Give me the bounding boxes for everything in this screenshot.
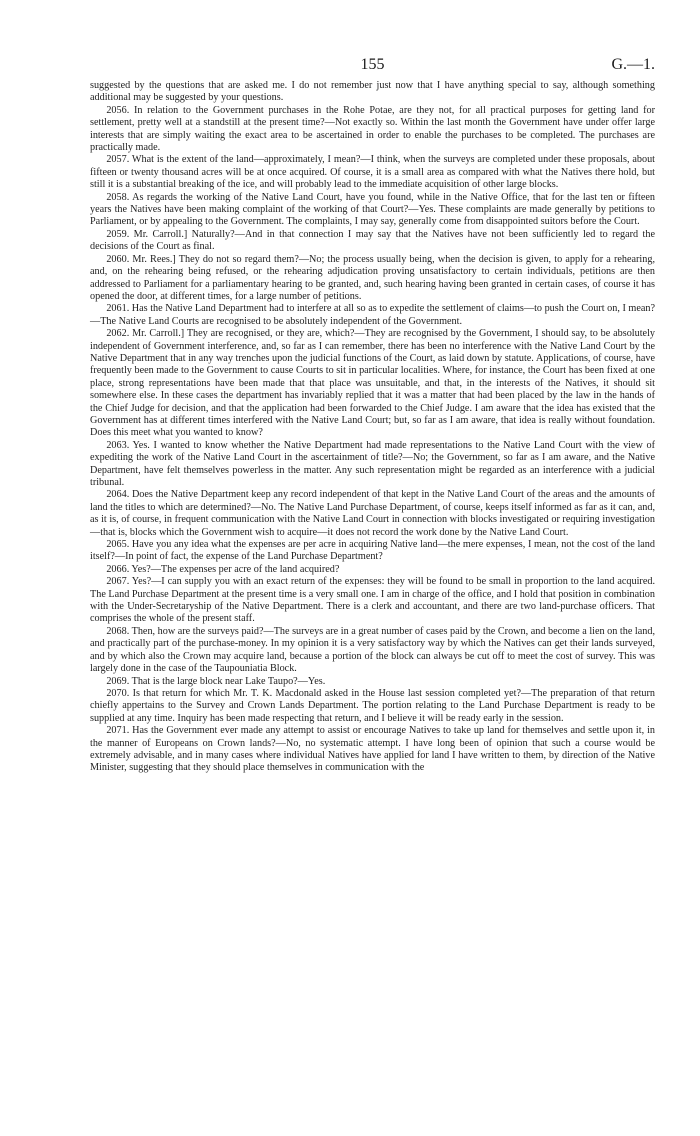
paragraph: 2067. Yes?—I can supply you with an exact return of the expenses: they will be found to be small in proportion to the land acquired. The Land Purchase Department at the present time is a very small one. I am in charge of the office, and I hold that position in combination with the Under-Secretaryship of the Native Department. There is a clerk and accountant, and there are two land-purchase officers. That comprises the whole of the present staff. — [90, 576, 655, 625]
paragraph: 2061. Has the Native Land Department had to interfere at all so as to expedite the settlement of claims—to push the Court on, I mean?—The Native Land Courts are recognised to be absolutely independent of the Government. — [90, 303, 655, 327]
paragraph: suggested by the questions that are asked me. I do not remember just now that I have anything special to say, although something additional may be suggested by your questions. — [90, 80, 655, 104]
paragraph: 2062. Mr. Carroll.] They are recognised, or they are, which?—They are recognised by the Government, I should say, to be absolutely independent of Government interference, and, so far as I can remember, there has been no interference with the Native Land Court by the Native Department that in any way trenches upon the judicial functions of the Court, as laid down by statute. Applications, of course, have frequently been made to the Government to cause Courts to sit in particular localities. Where, for instance, the Court has been fixed at one place, strong representations have been made that that place was unsuitable, and that, in the interests of the Natives, it should sit somewhere else. In these cases the department has invariably replied that it was a matter that had been placed by the law in the hands of the Chief Judge for decision, and that the application had been forwarded to the Chief Judge. I am aware that the idea has existed that the Government has at different times interfered with the Native Land Court; but, so far as I am aware, that idea is really without foundation. Does this meet what you wanted to know? — [90, 328, 655, 439]
page-header — [90, 56, 655, 78]
paragraph: 2064. Does the Native Department keep any record independent of that kept in the Native Land Court of the areas and the amounts of land the titles to which are determined?—No. The Native Land Purchase Department, of course, keeps itself informed as far as it can, and, as it is, of course, in frequent communication with the Native Land Court in connection with blocks investigated or requiring investigation—that is, blocks which the Government wish to acquire—it does not record the work done by the Native Land Court. — [90, 489, 655, 538]
page-number: 155 — [360, 56, 385, 73]
document-code: G.—1. — [611, 56, 655, 73]
paragraph: 2070. Is that return for which Mr. T. K. Macdonald asked in the House last session completed yet?—The preparation of that return chiefly appertains to the Survey and Crown Lands Department. The portion relating to the Land Purchase Department is ready to be supplied at any time. Inquiry has been made respecting that return, and I believe it will be ready early in the session. — [90, 687, 655, 724]
paragraph: 2066. Yes?—The expenses per acre of the land acquired? — [106, 563, 340, 575]
body-text — [90, 80, 655, 775]
paragraph: 2068. Then, how are the surveys paid?—The surveys are in a great number of cases paid by the Crown, and become a lien on the land, and practically part of the purchase-money. In my opinion it is a very satisfactory way by which the Natives can get their lands surveyed, and by which also the Crown may acquire land, because a portion of the block can always be cut off to meet the cost of survey. This was largely done in the case of the Taupouniatia Block. — [90, 625, 655, 675]
paragraph: 2059. Mr. Carroll.] Naturally?—And in that connection I may say that the Natives have not been sufficiently led to regard the decisions of the Court as final. — [90, 228, 655, 253]
paragraph: 2056. In relation to the Government purchases in the Rohe Potae, are they not, for all practical purposes for getting land for settlement, pretty well at a standstill at the present time?—Not exactly so. Within the last month the Government have under offer large interests that are simply waiting the exact area to be ascertained in order to enable the purchases to be completed. The purchases are practically made. — [90, 104, 655, 154]
paragraph: 2063. Yes. I wanted to know whether the Native Department had made representations to the Native Land Court with the view of expediting the work of the Native Land Court in the ascertainment of title?—No; the Government, so far as I am aware, and the Native Department, have felt themselves powerless in the matter. Any such representation might be regarded as an interference with a judicial tribunal. — [90, 439, 655, 488]
paragraph: 2069. That is the large block near Lake Taupo?—Yes. — [106, 675, 326, 687]
paragraph: 2065. Have you any idea what the expenses are per acre in acquiring Native land—the mere expenses, I mean, not the cost of the land itself?—In point of fact, the expense of the Land Purchase Department? — [90, 539, 655, 563]
paragraph: 2071. Has the Government ever made any attempt to assist or encourage Natives to take up land for themselves and settle upon it, in the manner of Europeans on Crown lands?—No, no systematic attempt. I have long been of opinion that such a course would be extremely advisable, and in many cases where individual Natives have applied for land I have written to them, by direction of the Native Minister, suggesting that they should place themselves in communication with the — [90, 725, 655, 774]
paragraph: 2060. Mr. Rees.] They do not so regard them?—No; the process usually being, when the decision is given, to apply for a rehearing, and, on the rehearing being refused, or the rehearing adjudication proving unsatisfactory to certain individuals, petitions are then addressed to Parliament for a parliamentary hearing to be granted, and, such hearing having been granted in certain cases, of course it has opened the door, at different times, for a large number of petitions. — [90, 253, 655, 302]
paragraph: 2058. As regards the working of the Native Land Court, have you found, while in the Native Office, that for the last ten or fifteen years the Natives have been making complaint of the working of that Court?—Yes. These complaints are made generally by petitions to Parliament, or by appealing to the Government. The complaints, I may say, generally come from disappointed suitors before the Court. — [90, 191, 655, 228]
paragraph: 2057. What is the extent of the land—approximately, I mean?—I think, when the surveys are completed under these proposals, about fifteen or twenty thousand acres will be at once acquired. Of course, it is a small area as compared with what the Natives there hold, but still it is a substantial breaking of the ice, and will probably lead to the immediate acquisition of other large blocks. — [90, 154, 655, 191]
